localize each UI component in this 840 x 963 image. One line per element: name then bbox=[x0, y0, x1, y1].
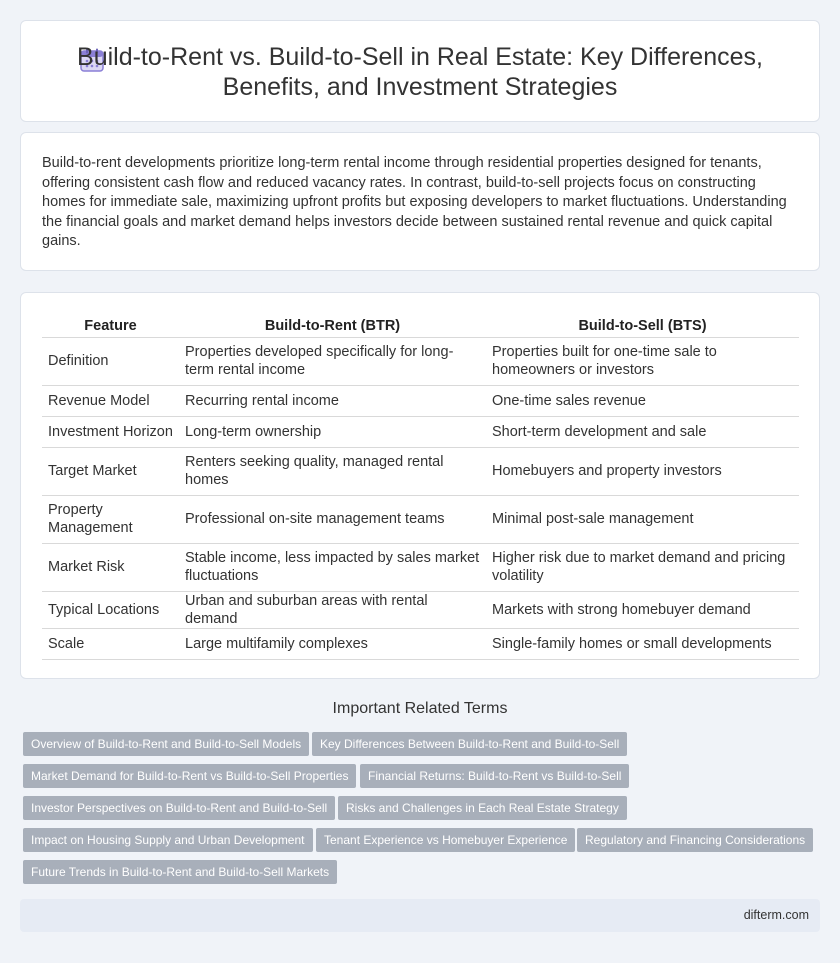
cell-feature: Revenue Model bbox=[42, 385, 179, 416]
title-card bbox=[20, 20, 820, 122]
related-term-tag[interactable]: Investor Perspectives on Build-to-Rent and Build-to-Sell bbox=[23, 796, 335, 820]
intro-paragraph: Build-to-rent developments prioritize long-term rental income through residential properties designed for tenants, offering consistent cash flow and reduced vacancy rates. In contrast, build-to-sell projects focus on constructing homes for immediate sale, maximizing upfront profits but exposing developers to market fluctuations. Understanding the financial goals and market demand helps investors decide between sustained rental revenue and quick capital gains. bbox=[42, 155, 787, 250]
cell-build-to-sell: Properties built for one-time sale to homeowners or investors bbox=[486, 337, 799, 385]
related-term-tag[interactable]: Financial Returns: Build-to-Rent vs Build-to-Sell bbox=[360, 764, 629, 788]
cell-feature: Definition bbox=[42, 337, 179, 385]
cell-build-to-sell: One-time sales revenue bbox=[486, 385, 799, 416]
comparison-table bbox=[42, 315, 799, 660]
cell-build-to-rent: Professional on-site management teams bbox=[179, 495, 486, 543]
cell-build-to-rent: Urban and suburban areas with rental demand bbox=[179, 591, 486, 628]
cell-feature: Target Market bbox=[42, 447, 179, 495]
cell-feature: Scale bbox=[42, 628, 179, 659]
related-term-tag[interactable]: Overview of Build-to-Rent and Build-to-Sell Models bbox=[23, 732, 309, 756]
related-terms-title: Important Related Terms bbox=[332, 700, 508, 717]
related-term-tag[interactable]: Market Demand for Build-to-Rent vs Build-to-Sell Properties bbox=[23, 764, 356, 788]
related-term-tag[interactable]: Tenant Experience vs Homebuyer Experience bbox=[316, 828, 575, 852]
page-title bbox=[21, 42, 819, 102]
table-row bbox=[42, 337, 799, 385]
page-title-line-2: Benefits, and Investment Strategies bbox=[222, 73, 618, 101]
table-row bbox=[42, 543, 799, 591]
table-row bbox=[42, 591, 799, 628]
cell-build-to-rent: Long-term ownership bbox=[179, 416, 486, 447]
related-term-tag[interactable]: Future Trends in Build-to-Rent and Build-to-Sell Markets bbox=[23, 860, 337, 884]
comparison-card bbox=[20, 292, 820, 679]
cell-build-to-sell: Minimal post-sale management bbox=[486, 495, 799, 543]
footer bbox=[20, 899, 820, 932]
header-feature: Feature bbox=[42, 315, 179, 337]
cell-build-to-sell: Homebuyers and property investors bbox=[486, 447, 799, 495]
cell-build-to-rent: Recurring rental income bbox=[179, 385, 486, 416]
table-row bbox=[42, 495, 799, 543]
cell-feature: Property Management bbox=[42, 495, 179, 543]
related-term-tag[interactable]: Key Differences Between Build-to-Rent and Build-to-Sell bbox=[312, 732, 627, 756]
cell-build-to-rent: Properties developed specifically for long-term rental income bbox=[179, 337, 486, 385]
intro-card bbox=[20, 132, 820, 271]
cell-feature: Typical Locations bbox=[42, 591, 179, 628]
cell-build-to-sell: Markets with strong homebuyer demand bbox=[486, 591, 799, 628]
cell-build-to-rent: Large multifamily complexes bbox=[179, 628, 486, 659]
cell-feature: Market Risk bbox=[42, 543, 179, 591]
table-row bbox=[42, 416, 799, 447]
cell-build-to-rent: Renters seeking quality, managed rental homes bbox=[179, 447, 486, 495]
header-build-to-rent: Build-to-Rent (BTR) bbox=[179, 315, 486, 337]
cell-build-to-sell: Higher risk due to market demand and pricing volatility bbox=[486, 543, 799, 591]
related-term-tag[interactable]: Regulatory and Financing Considerations bbox=[577, 828, 813, 852]
cell-build-to-rent: Stable income, less impacted by sales market fluctuations bbox=[179, 543, 486, 591]
related-term-tag[interactable]: Impact on Housing Supply and Urban Development bbox=[23, 828, 313, 852]
footer-site: difterm.com bbox=[743, 908, 809, 922]
table-row bbox=[42, 628, 799, 659]
table-row bbox=[42, 385, 799, 416]
table-row bbox=[42, 447, 799, 495]
cell-build-to-sell: Single-family homes or small developments bbox=[486, 628, 799, 659]
table-header-row bbox=[42, 315, 799, 337]
cell-build-to-sell: Short-term development and sale bbox=[486, 416, 799, 447]
related-term-tag[interactable]: Risks and Challenges in Each Real Estate Strategy bbox=[338, 796, 627, 820]
cell-feature: Investment Horizon bbox=[42, 416, 179, 447]
page-title-line-1: Build-to-Rent vs. Build-to-Sell in Real Estate: Key Differences, bbox=[77, 43, 763, 71]
header-build-to-sell: Build-to-Sell (BTS) bbox=[486, 315, 799, 337]
